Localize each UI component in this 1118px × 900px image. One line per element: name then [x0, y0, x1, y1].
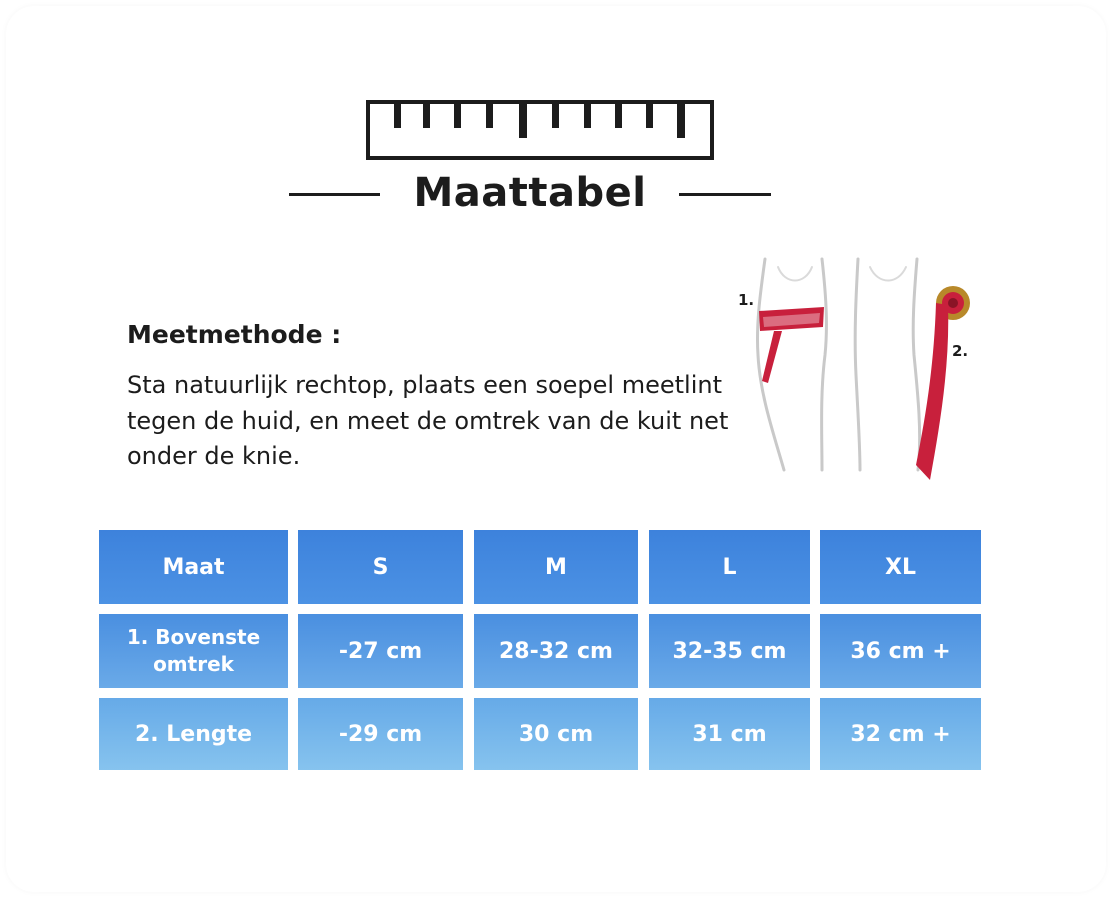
leg-measurement-illustration: [730, 255, 980, 485]
table-cell: 28-32 cm: [474, 614, 638, 688]
label-1: 1.: [738, 291, 755, 309]
row-label: 2. Lengte: [99, 698, 288, 770]
tape-measure-1: [759, 307, 824, 383]
column-header: XL: [820, 530, 981, 604]
column-header: S: [298, 530, 463, 604]
table-cell: -27 cm: [298, 614, 463, 688]
ruler-icon: [366, 100, 716, 162]
table-cell: 36 cm +: [820, 614, 981, 688]
method-description: Sta natuurlijk rechtop, plaats een soepel meetlint tegen de huid, en meet de omtrek van de kuit net onder de knie.: [127, 371, 729, 470]
column-header: Maat: [99, 530, 288, 604]
method-heading: Meetmethode :: [127, 320, 342, 349]
row-label: 1. Bovenste omtrek: [99, 614, 288, 688]
table-cell: -29 cm: [298, 698, 463, 770]
table-cell: 30 cm: [474, 698, 638, 770]
title-divider-left: [289, 193, 380, 196]
page-title: Maattabel: [413, 170, 647, 216]
table-cell: 32-35 cm: [649, 614, 810, 688]
tape-measure-2: [916, 286, 970, 480]
table-cell: 31 cm: [649, 698, 810, 770]
label-2: 2.: [952, 342, 969, 360]
table-cell: 32 cm +: [820, 698, 981, 770]
title-divider-right: [679, 193, 771, 196]
column-header: L: [649, 530, 810, 604]
column-header: M: [474, 530, 638, 604]
title-row: [0, 170, 1118, 220]
